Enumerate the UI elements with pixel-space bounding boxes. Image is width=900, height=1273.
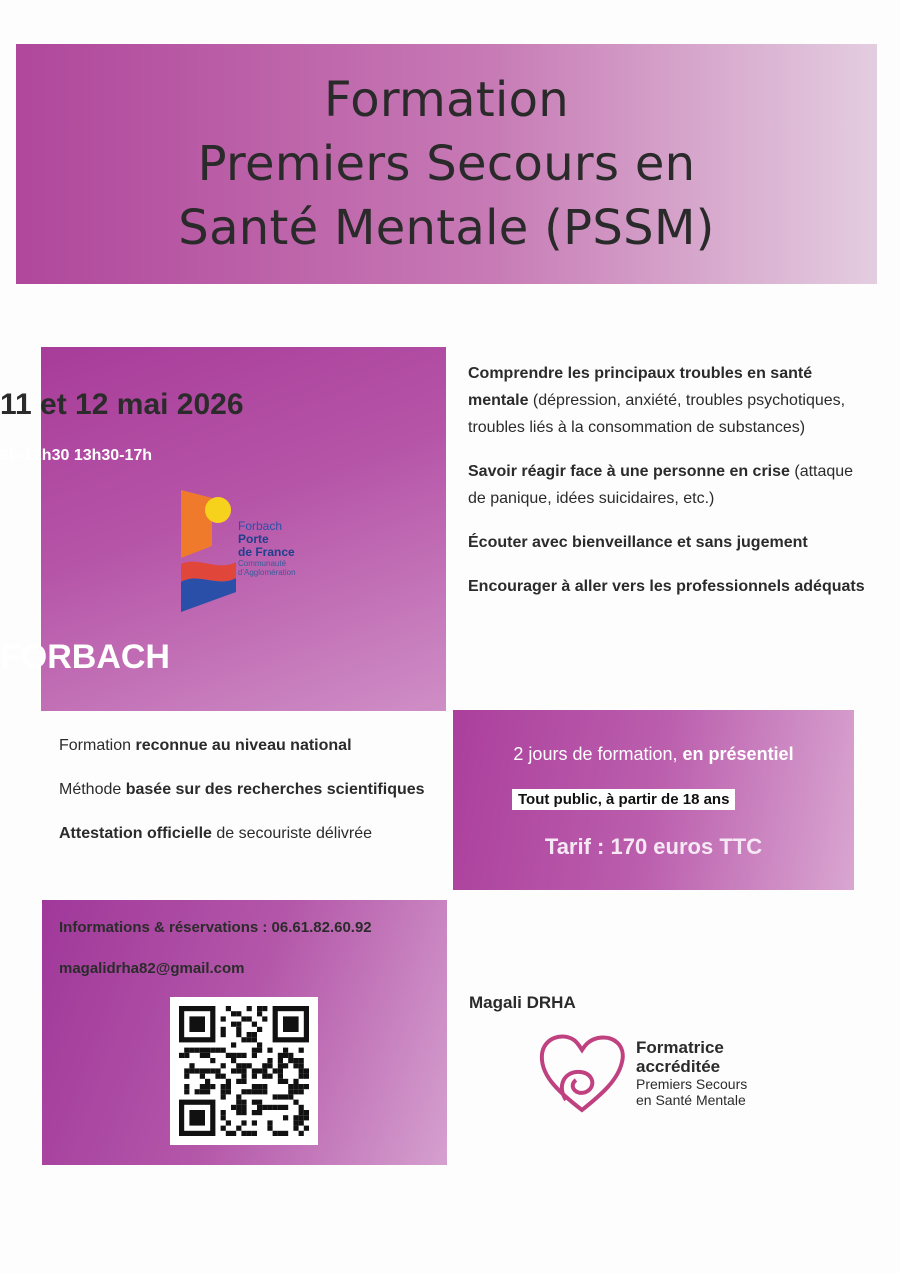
session-hours: 9h-12h30 13h30-17h [0, 447, 153, 464]
badge-line-1: Formatrice [636, 1038, 724, 1057]
logo-wordmark [238, 520, 296, 577]
features-list [59, 732, 439, 864]
objective-item: Savoir réagir face à une personne en crise (attaque de panique, idées suicidaires, etc.) [468, 463, 854, 507]
session-city: FORBACH [0, 638, 170, 676]
badge-line-4: en Santé Mentale [636, 1092, 746, 1108]
audience-badge: Tout public, à partir de 18 ans [512, 789, 735, 810]
objective-item: Encourager à aller vers les professionnels adéquats [468, 578, 865, 595]
title-line-3: Santé Mentale (PSSM) [178, 200, 715, 256]
objective-item: Comprendre les principaux troubles en santé mentale (dépression, anxiété, troubles psychotiques, troubles liés à la consommation de substances) [468, 365, 846, 436]
logo-name-line-2: Porte [238, 532, 269, 546]
logo-red-wave [181, 562, 236, 582]
accreditation-badge [636, 1038, 747, 1108]
feature-item: Formation reconnue au niveau national [59, 737, 352, 754]
title-banner [16, 44, 877, 284]
contact-phone: Informations & réservations : 06.61.82.60.92 [59, 919, 372, 936]
contact-email[interactable]: magalidrha82@gmail.com [59, 960, 245, 977]
trainer-name: Magali DRHA [469, 993, 576, 1012]
contact-box [42, 900, 447, 1165]
badge-line-2: accréditée [636, 1057, 721, 1076]
logo-name-line-1: Forbach [238, 519, 283, 533]
format-box [453, 710, 854, 890]
logo-orange-shape [181, 490, 212, 558]
objectives-list [468, 360, 868, 617]
logo-name-line-3: de France [238, 545, 295, 559]
feature-item: Attestation officielle de secouriste délivrée [59, 825, 372, 842]
objective-item: Écouter avec bienveillance et sans jugement [468, 534, 808, 551]
feature-item: Méthode basée sur des recherches scientifiques [59, 781, 425, 798]
title-line-2: Premiers Secours en [197, 136, 696, 192]
logo-sub-line-1: Communauté [238, 559, 287, 568]
price: Tarif : 170 euros TTC [544, 834, 763, 859]
format-line: 2 jours de formation, en présentiel [513, 744, 794, 764]
logo-sun [205, 497, 231, 523]
qr-code-image [170, 997, 318, 1145]
qr-code[interactable] [170, 997, 318, 1145]
heart-icon [536, 1030, 628, 1116]
session-date: 11 et 12 mai 2026 [0, 388, 244, 421]
format-days: 2 jours de formation [513, 744, 673, 764]
logo-sub-line-2: d'Agglomération [238, 568, 296, 577]
title-line-1: Formation [324, 72, 569, 128]
format-mode: en présentiel [677, 744, 794, 764]
logo-blue-wave [181, 578, 236, 612]
badge-line-3: Premiers Secours [636, 1076, 748, 1092]
